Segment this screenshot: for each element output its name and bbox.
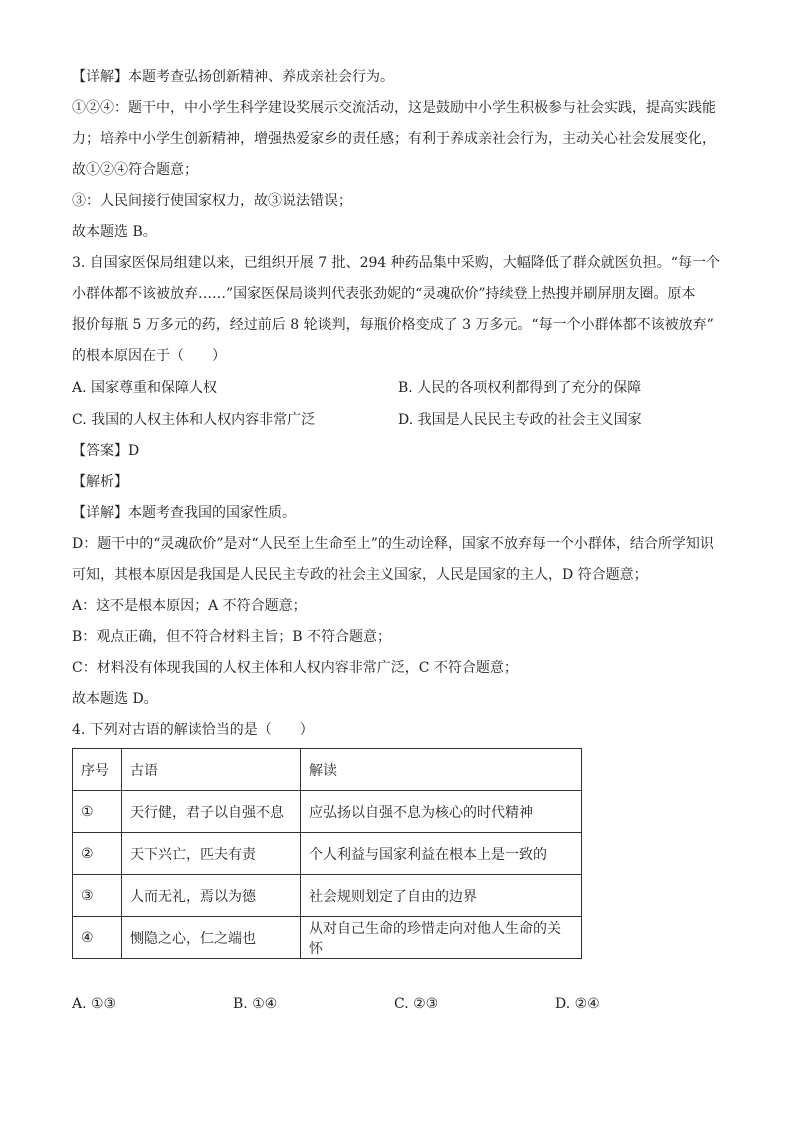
q2-conclusion: 故本题选 B。: [72, 224, 157, 240]
q3-options-row: [72, 404, 726, 436]
table-cell: 社会规则划定了自由的边界: [301, 875, 582, 917]
q3-stem-line: 3. 自国家医保局组建以来，已组织开展 7 批、294 种药品集中采购，大幅降低了群众就医负担。“每一个: [72, 255, 720, 271]
q3-option-b: B. 人民的各项权利都得到了充分的保障: [398, 380, 642, 396]
q3-conclusion: 故本题选 D。: [72, 691, 158, 707]
q3-analysis-line: D：题干中的“灵魂砍价”是对“人民至上生命至上”的生动诠释，国家不放弃每一个小群体，结合所学知识: [72, 536, 714, 552]
q3-stem-line: 报价每瓶 5 万多元的药，经过前后 8 轮谈判，每瓶价格变成了 3 万多元。“每一个小群体都不该被放弃”: [72, 317, 714, 333]
q2-detail: 【详解】本题考查弘扬创新精神、养成亲社会行为。: [72, 69, 394, 85]
table-cell: ②: [73, 833, 122, 875]
table-row: [73, 833, 582, 875]
table-cell: 从对自己生命的珍惜走向对他人生命的关怀: [301, 917, 582, 959]
table-row: [73, 875, 582, 917]
q3-options-row: [72, 372, 726, 404]
table-header-cell: 古语: [122, 749, 301, 791]
q3-stem-line: 的根本原因在于（ ）: [72, 348, 226, 364]
q3-analysis-line: 可知，其根本原因是我国是人民民主专政的社会主义国家，人民是国家的主人，D 符合题意；: [72, 567, 648, 583]
q4-option-d: D. ②④: [555, 996, 600, 1012]
table-row: [73, 791, 582, 833]
q3-analysis-line: C：材料没有体现我国的人权主体和人权内容非常广泛，C 不符合题意；: [72, 660, 518, 676]
table-header-cell: 序号: [73, 749, 122, 791]
q4-table: [72, 748, 582, 959]
document-page: [72, 62, 726, 1019]
table-cell: 人而无礼，焉以为德: [122, 875, 301, 917]
table-cell: ④: [73, 917, 122, 959]
q4-stem: 4. 下列对古语的解读恰当的是（ ）: [72, 722, 314, 738]
q4-option-c: C. ②③: [394, 996, 439, 1012]
q3-answer: 【答案】D: [72, 443, 140, 459]
table-cell: 应弘扬以自强不息为核心的时代精神: [301, 791, 582, 833]
q4-options-row: [72, 989, 726, 1019]
table-cell: 恻隐之心，仁之端也: [122, 917, 301, 959]
q2-analysis-line: 故①②④符合题意；: [72, 162, 198, 178]
table-cell: 个人利益与国家利益在根本上是一致的: [301, 833, 582, 875]
q2-analysis-line: 力；培养中小学生创新精神，增强热爱家乡的责任感；有利于养成亲社会行为，主动关心社会发展变化，: [72, 131, 716, 147]
table-cell: 天下兴亡，匹夫有责: [122, 833, 301, 875]
q3-analysis-line: B：观点正确，但不符合材料主旨；B 不符合题意；: [72, 629, 392, 645]
q4-option-a: A. ①③: [72, 996, 117, 1012]
table-header-cell: 解读: [301, 749, 582, 791]
table-cell: ①: [73, 791, 122, 833]
q3-detail: 【详解】本题考查我国的国家性质。: [72, 505, 296, 521]
q3-option-a: A. 国家尊重和保障人权: [72, 380, 218, 396]
table-header-row: [73, 749, 582, 791]
table-cell: ③: [73, 875, 122, 917]
q2-analysis-line: ①②④：题干中，中小学生科学建设奖展示交流活动，这是鼓励中小学生积极参与社会实践，提高实践能: [72, 100, 716, 116]
q3-stem-line: 小群体都不该被放弃……”国家医保局谈判代表张劲妮的“灵魂砍价”持续登上热搜并刷屏朋友圈。原本: [72, 286, 696, 302]
q3-option-c: C. 我国的人权主体和人权内容非常广泛: [72, 412, 316, 428]
q3-option-d: D. 我国是人民民主专政的社会主义国家: [398, 412, 642, 428]
table-row: [73, 917, 582, 959]
q2-analysis-line: ③：人民间接行使国家权力，故③说法错误；: [72, 193, 352, 209]
q3-analysis-tag: 【解析】: [72, 474, 128, 490]
table-cell: 天行健，君子以自强不息: [122, 791, 301, 833]
q4-option-b: B. ①④: [233, 996, 278, 1012]
q3-analysis-line: A：这不是根本原因；A 不符合题意；: [72, 598, 307, 614]
